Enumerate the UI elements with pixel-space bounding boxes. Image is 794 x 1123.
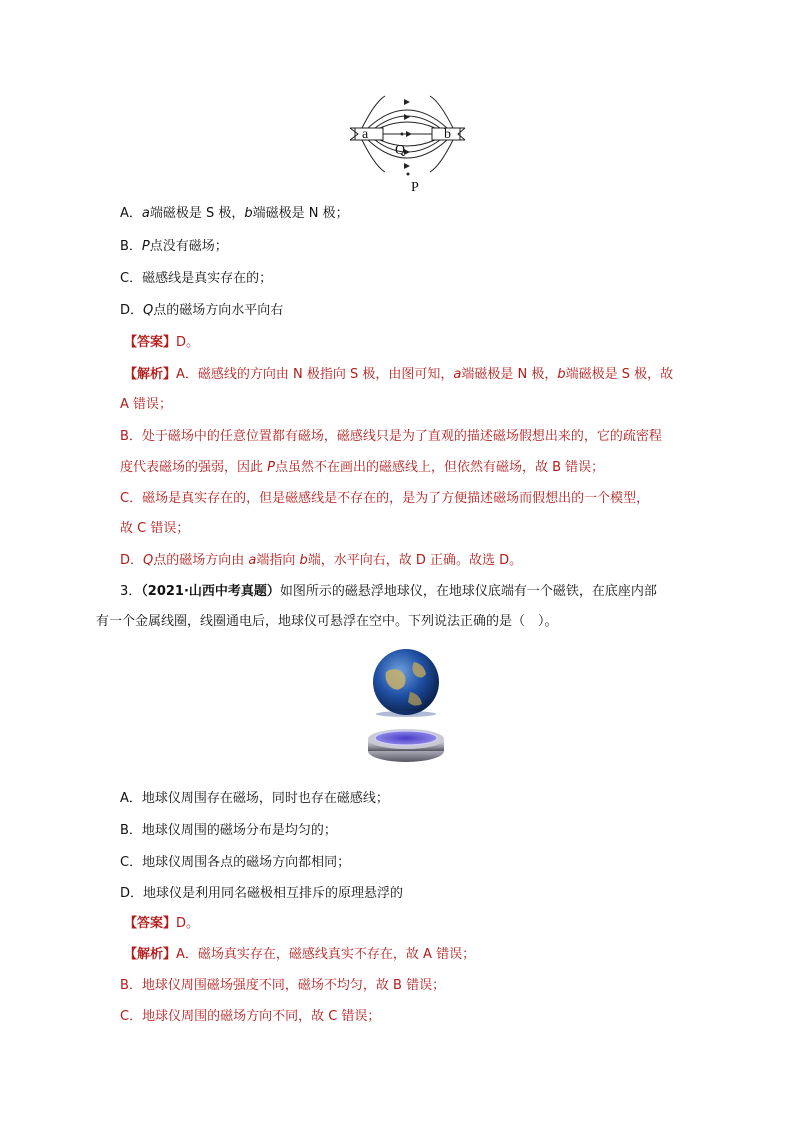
q2-analysis-d: D．Q点的磁场方向由 a端指向 b端，水平向右，故 D 正确。故选 D。 — [120, 553, 523, 568]
magnet-a — [355, 128, 383, 140]
q2-option-b: B．P点没有磁场； — [120, 239, 228, 254]
label-q: Q — [395, 143, 406, 158]
q3-option-a: A．地球仪周围存在磁场，同时也存在磁感线； — [120, 791, 389, 806]
q2-option-d: D．Q点的磁场方向水平向右 — [120, 303, 284, 318]
q2-analysis-b-line1: B．处于磁场中的任意位置都有磁场，磁感线只是为了直观的描述磁场假想出来的，它的疏密程 — [120, 429, 662, 444]
q3-stem-line1: 3．（2021·山西中考真题）如图所示的磁悬浮地球仪，在地球仪底端有一个磁铁，在底座内部 — [120, 584, 657, 599]
q2-analysis-c-line1: C．磁场是真实存在的，但是磁感线是不存在的，是为了方便描述磁场而假想出的一个模型， — [120, 491, 650, 506]
q2-analysis-b-line2: 度代表磁场的强弱，因此 P点虽然不在画出的磁感线上，但依然有磁场，故 B 错误； — [120, 460, 605, 475]
label-a: a — [362, 127, 369, 142]
q3-analysis-b: B．地球仪周围磁场强度不同，磁场不均匀，故 B 错误； — [120, 978, 446, 993]
q2-analysis-a-line2: A 错误； — [120, 397, 173, 412]
q3-analysis-a: 【解析】A．磁场真实存在，磁感线真实不存在，故 A 错误； — [124, 947, 476, 962]
q2-option-a: A．a端磁极是 S 极，b端磁极是 N 极； — [120, 206, 349, 221]
magnet-field-figure — [340, 92, 475, 197]
q2-analysis-c-line2: 故 C 错误； — [120, 521, 190, 536]
q2-analysis-a-line1: 【解析】A．磁感线的方向由 N 极指向 S 极，由图可知，a端磁极是 N 极，b端磁极是 S 极，故 — [124, 367, 674, 382]
q3-answer: 【答案】D。 — [124, 916, 200, 931]
q3-option-d: D．地球仪是利用同名磁极相互排斥的原理悬浮的 — [120, 886, 404, 901]
q3-option-b: B．地球仪周围的磁场分布是均匀的； — [120, 823, 337, 838]
levitating-globe-figure — [364, 648, 450, 764]
globe-icon — [373, 649, 439, 715]
q3-option-c: C．地球仪周围各点的磁场方向都相同； — [120, 855, 351, 870]
label-b: b — [444, 127, 451, 142]
label-p: P — [411, 180, 419, 195]
q3-analysis-c: C．地球仪周围的磁场方向不同，故 C 错误； — [120, 1009, 381, 1024]
q3-stem-line2: 有一个金属线圈，线圈通电后，地球仪可悬浮在空中。下列说法正确的是（ ）。 — [96, 614, 558, 629]
q2-answer: 【答案】D。 — [124, 335, 200, 350]
q2-option-c: C．磁感线是真实存在的； — [120, 271, 273, 286]
